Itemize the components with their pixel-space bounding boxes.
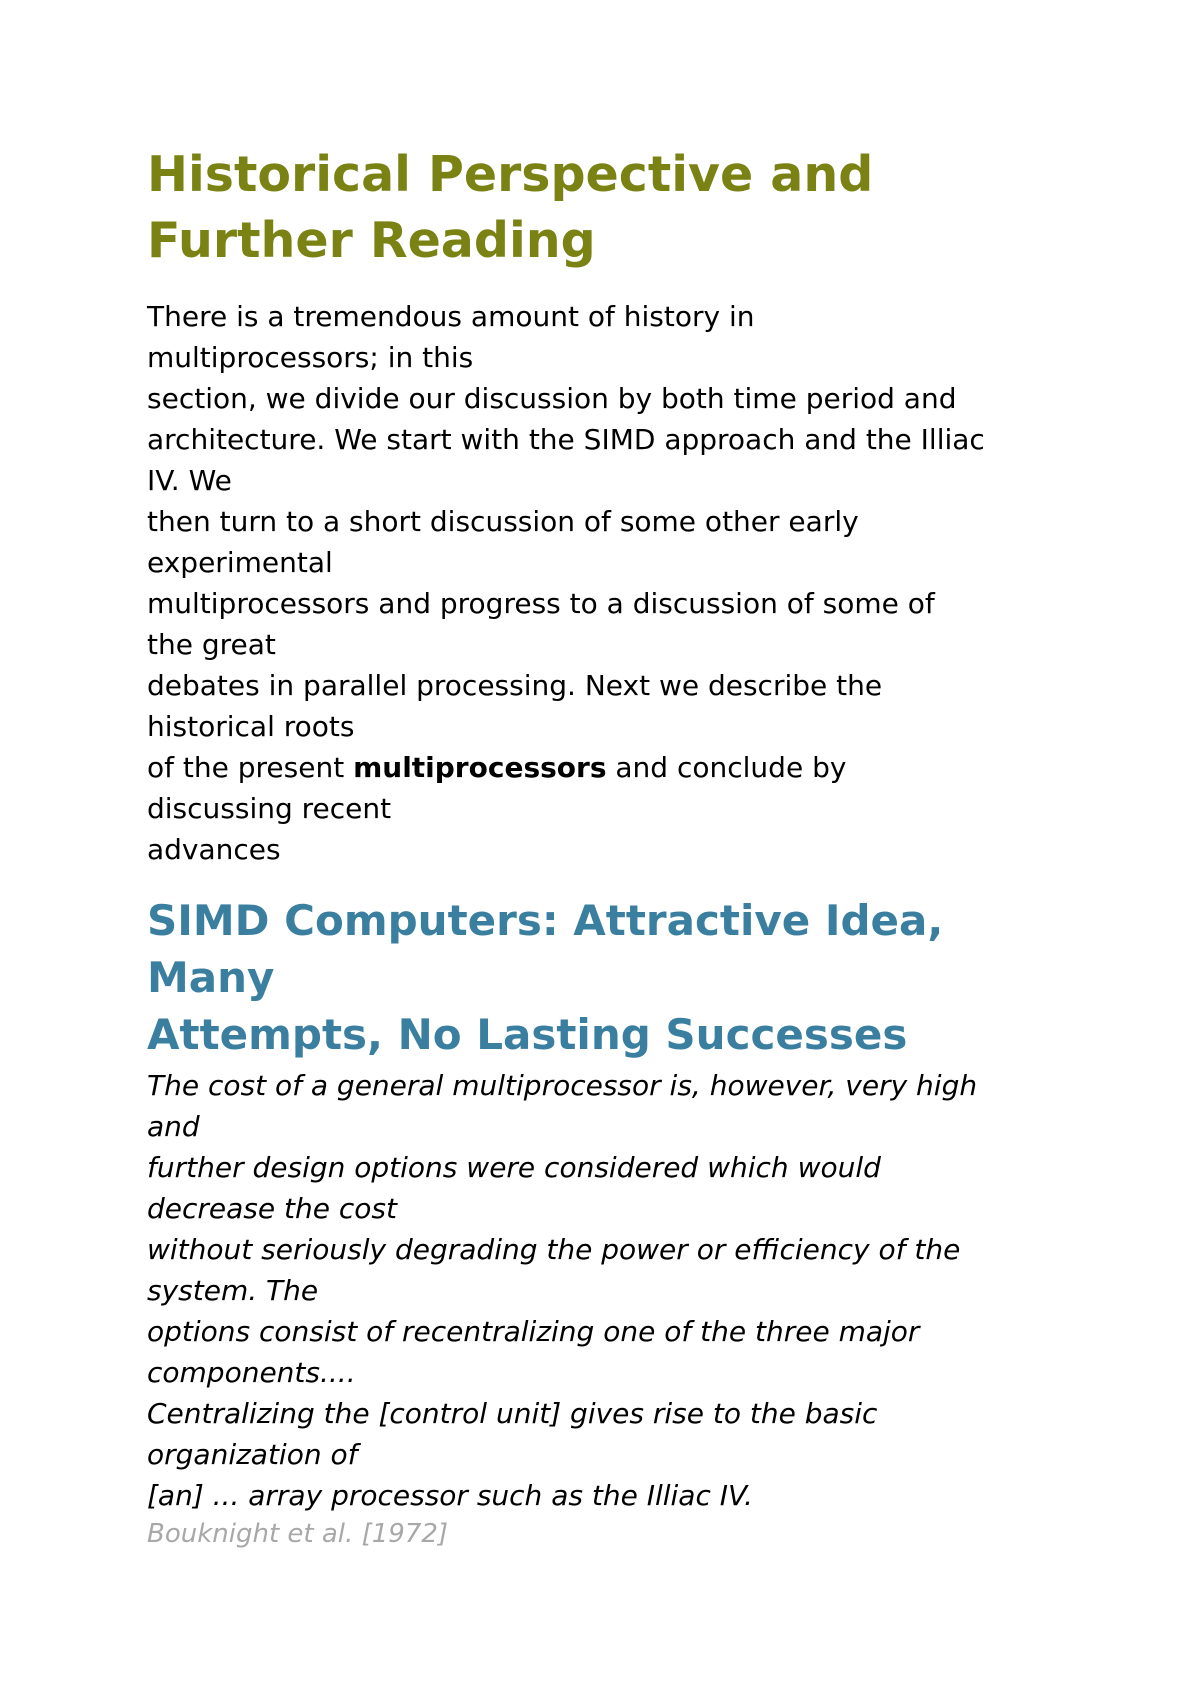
intro-paragraph <box>147 296 1087 870</box>
intro-text: and conclude by <box>606 751 847 784</box>
intro-line: the great <box>147 628 276 661</box>
page-title-line: Further Reading <box>147 212 596 269</box>
intro-line: debates in parallel processing. Next we describe the <box>147 669 883 702</box>
quote-line: decrease the cost <box>147 1192 397 1225</box>
intro-line <box>147 747 1087 788</box>
intro-line: advances <box>147 833 281 866</box>
quote-line: without seriously degrading the power or efficiency of the <box>147 1233 961 1266</box>
intro-line: IV. We <box>147 464 232 497</box>
section-heading-line: Attempts, No Lasting Successes <box>147 1010 908 1059</box>
quote-line: system. The <box>147 1274 319 1307</box>
intro-line: discussing recent <box>147 792 392 825</box>
intro-line: There is a tremendous amount of history in <box>147 300 755 333</box>
intro-line: then turn to a short discussion of some other early <box>147 505 859 538</box>
bold-term-multiprocessors: multiprocessors <box>353 751 607 784</box>
quote-line: organization of <box>147 1438 358 1471</box>
quote-line: and <box>147 1110 200 1143</box>
intro-line: historical roots <box>147 710 355 743</box>
quote-line: components.... <box>147 1356 356 1389</box>
quote-line: The cost of a general multiprocessor is, however, very high <box>147 1069 978 1102</box>
intro-line: experimental <box>147 546 333 579</box>
section-heading-line: Many <box>147 953 275 1002</box>
document-page <box>147 142 1087 1552</box>
page-title-line: Historical Perspective and <box>147 146 874 203</box>
intro-text: of the present <box>147 751 354 784</box>
page-title <box>147 142 1087 274</box>
intro-line: multiprocessors and progress to a discussion of some of <box>147 587 935 620</box>
intro-line: architecture. We start with the SIMD approach and the Illiac <box>147 423 985 456</box>
epigraph-quote <box>147 1065 1087 1516</box>
intro-line: section, we divide our discussion by both time period and <box>147 382 957 415</box>
section-heading <box>147 892 1087 1063</box>
quote-line: further design options were considered which would <box>147 1151 881 1184</box>
quote-line: [an] ... array processor such as the Illiac IV. <box>147 1479 753 1512</box>
section-heading-line: SIMD Computers: Attractive Idea, <box>147 896 944 945</box>
quote-line: options consist of recentralizing one of the three major <box>147 1315 920 1348</box>
intro-line: multiprocessors; in this <box>147 341 474 374</box>
quote-line: Centralizing the [control unit] gives rise to the basic <box>147 1397 878 1430</box>
quote-citation: Bouknight et al. [1972] <box>147 1519 449 1549</box>
